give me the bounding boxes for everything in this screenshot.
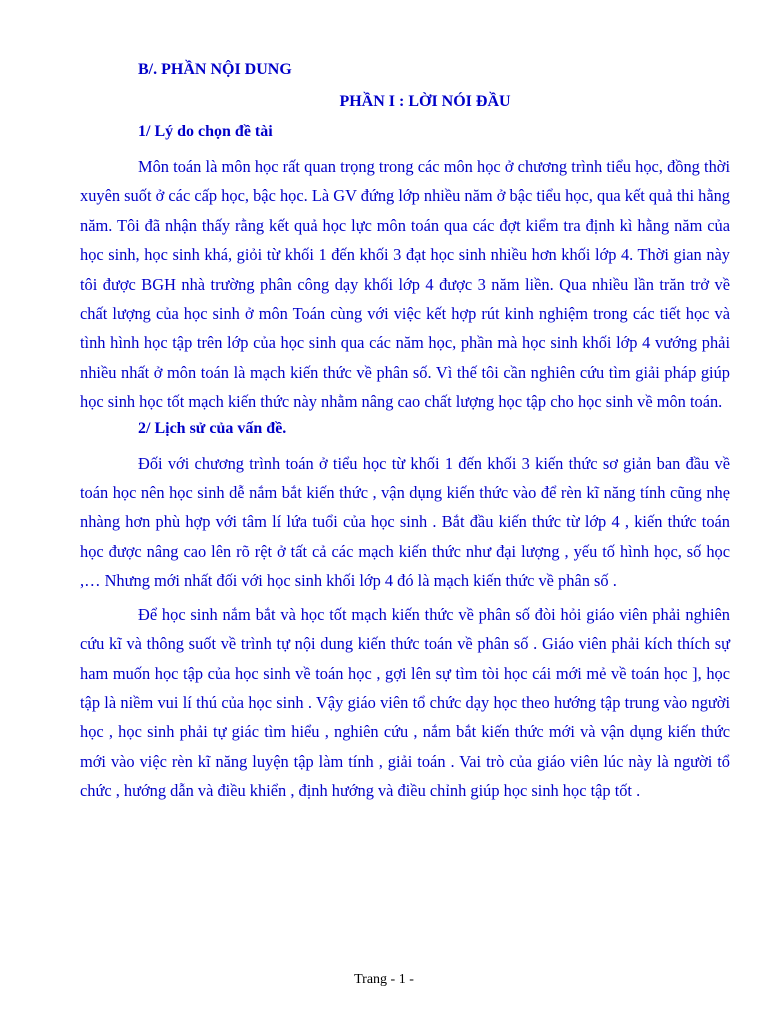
section-heading: B/. PHẦN NỘI DUNG	[138, 61, 292, 78]
subheading-reason: 1/ Lý do chọn đề tài	[138, 123, 273, 140]
paragraph-history-2: Để học sinh nắm bắt và học tốt mạch kiến thức về phân số đòi hỏi giáo viên phải nghiên cứu kĩ và thông suốt về trình tự nội dung kiến thức toán về phân số . Giáo viên phải kích thích sự ham muốn học tập của học sinh về toán học , gợi lên sự tìm tòi học cái mới mẻ về toán học ], học tập là niềm vui lí thú của học sinh . Vậy giáo viên tổ chức dạy học theo hướng tập trung vào người học , học sinh phải tự giác tìm hiểu , nghiên cứu , nắm bắt kiến thức mới và vận dụng kiến thức mới vào việc rèn kĩ năng luyện tập làm tính , giải toán . Vai trò của giáo viên lúc này là người tổ chức , hướng dẫn và điều khiển , định hướng và điều chỉnh giúp học sinh học tập tốt .	[80, 604, 730, 801]
document-page	[80, 58, 730, 806]
part-title: PHẦN I : LỜI NÓI ĐẦU	[339, 93, 511, 110]
page-footer: Trang - 1 -	[354, 972, 414, 987]
paragraph-reason: Môn toán là môn học rất quan trọng trong các môn học ở chương trình tiểu học, đồng thời xuyên suốt ở các cấp học, bậc học. Là GV đứng lớp nhiều năm ở bậc tiểu học, qua kết quả thi hằng năm. Tôi đã nhận thấy rằng kết quả học lực môn toán qua các đợt kiểm tra định kì hằng năm của học sinh, học sinh khá, giỏi từ khối 1 đến khối 3 đạt học sinh nhiều hơn khối lớp 4. Thời gian này tôi được BGH nhà trường phân công dạy khối lớp 4 được 3 năm liền. Qua nhiều lần trăn trở về chất lượng của học sinh ở môn Toán cùng với việc kết hợp rút kinh nghiệm trong các tiết học và tình hình học tập trên lớp của học sinh qua các năm học, phần mà học sinh khối lớp 4 vướng phải nhiều nhất ở môn toán là mạch kiến thức về phân số. Vì thế tôi cần nghiên cứu tìm giải pháp giúp học sinh học tốt mạch kiến thức này nhằm nâng cao chất lượng học tập cho học sinh về môn toán.	[80, 157, 730, 412]
subheading-history: 2/ Lịch sử của vấn đề.	[138, 419, 287, 437]
paragraph-history-1: Đối với chương trình toán ở tiểu học từ khối 1 đến khối 3 kiến thức sơ giản ban đầu về toán học nên học sinh dễ nắm bắt kiến thức , vận dụng kiến thức vào để rèn kĩ năng tính cũng nhẹ nhàng hơn phù hợp với tâm lí lứa tuổi của học sinh . Bắt đầu kiến thức từ lớp 4 , kiến thức toán học được nâng cao lên rõ rệt ở tất cả các mạch kiến thức như đại lượng , yếu tố hình học, số học ,… Nhưng mới nhất đối với học sinh khối lớp 4 đó là mạch kiến thức về phân số .	[80, 453, 730, 591]
